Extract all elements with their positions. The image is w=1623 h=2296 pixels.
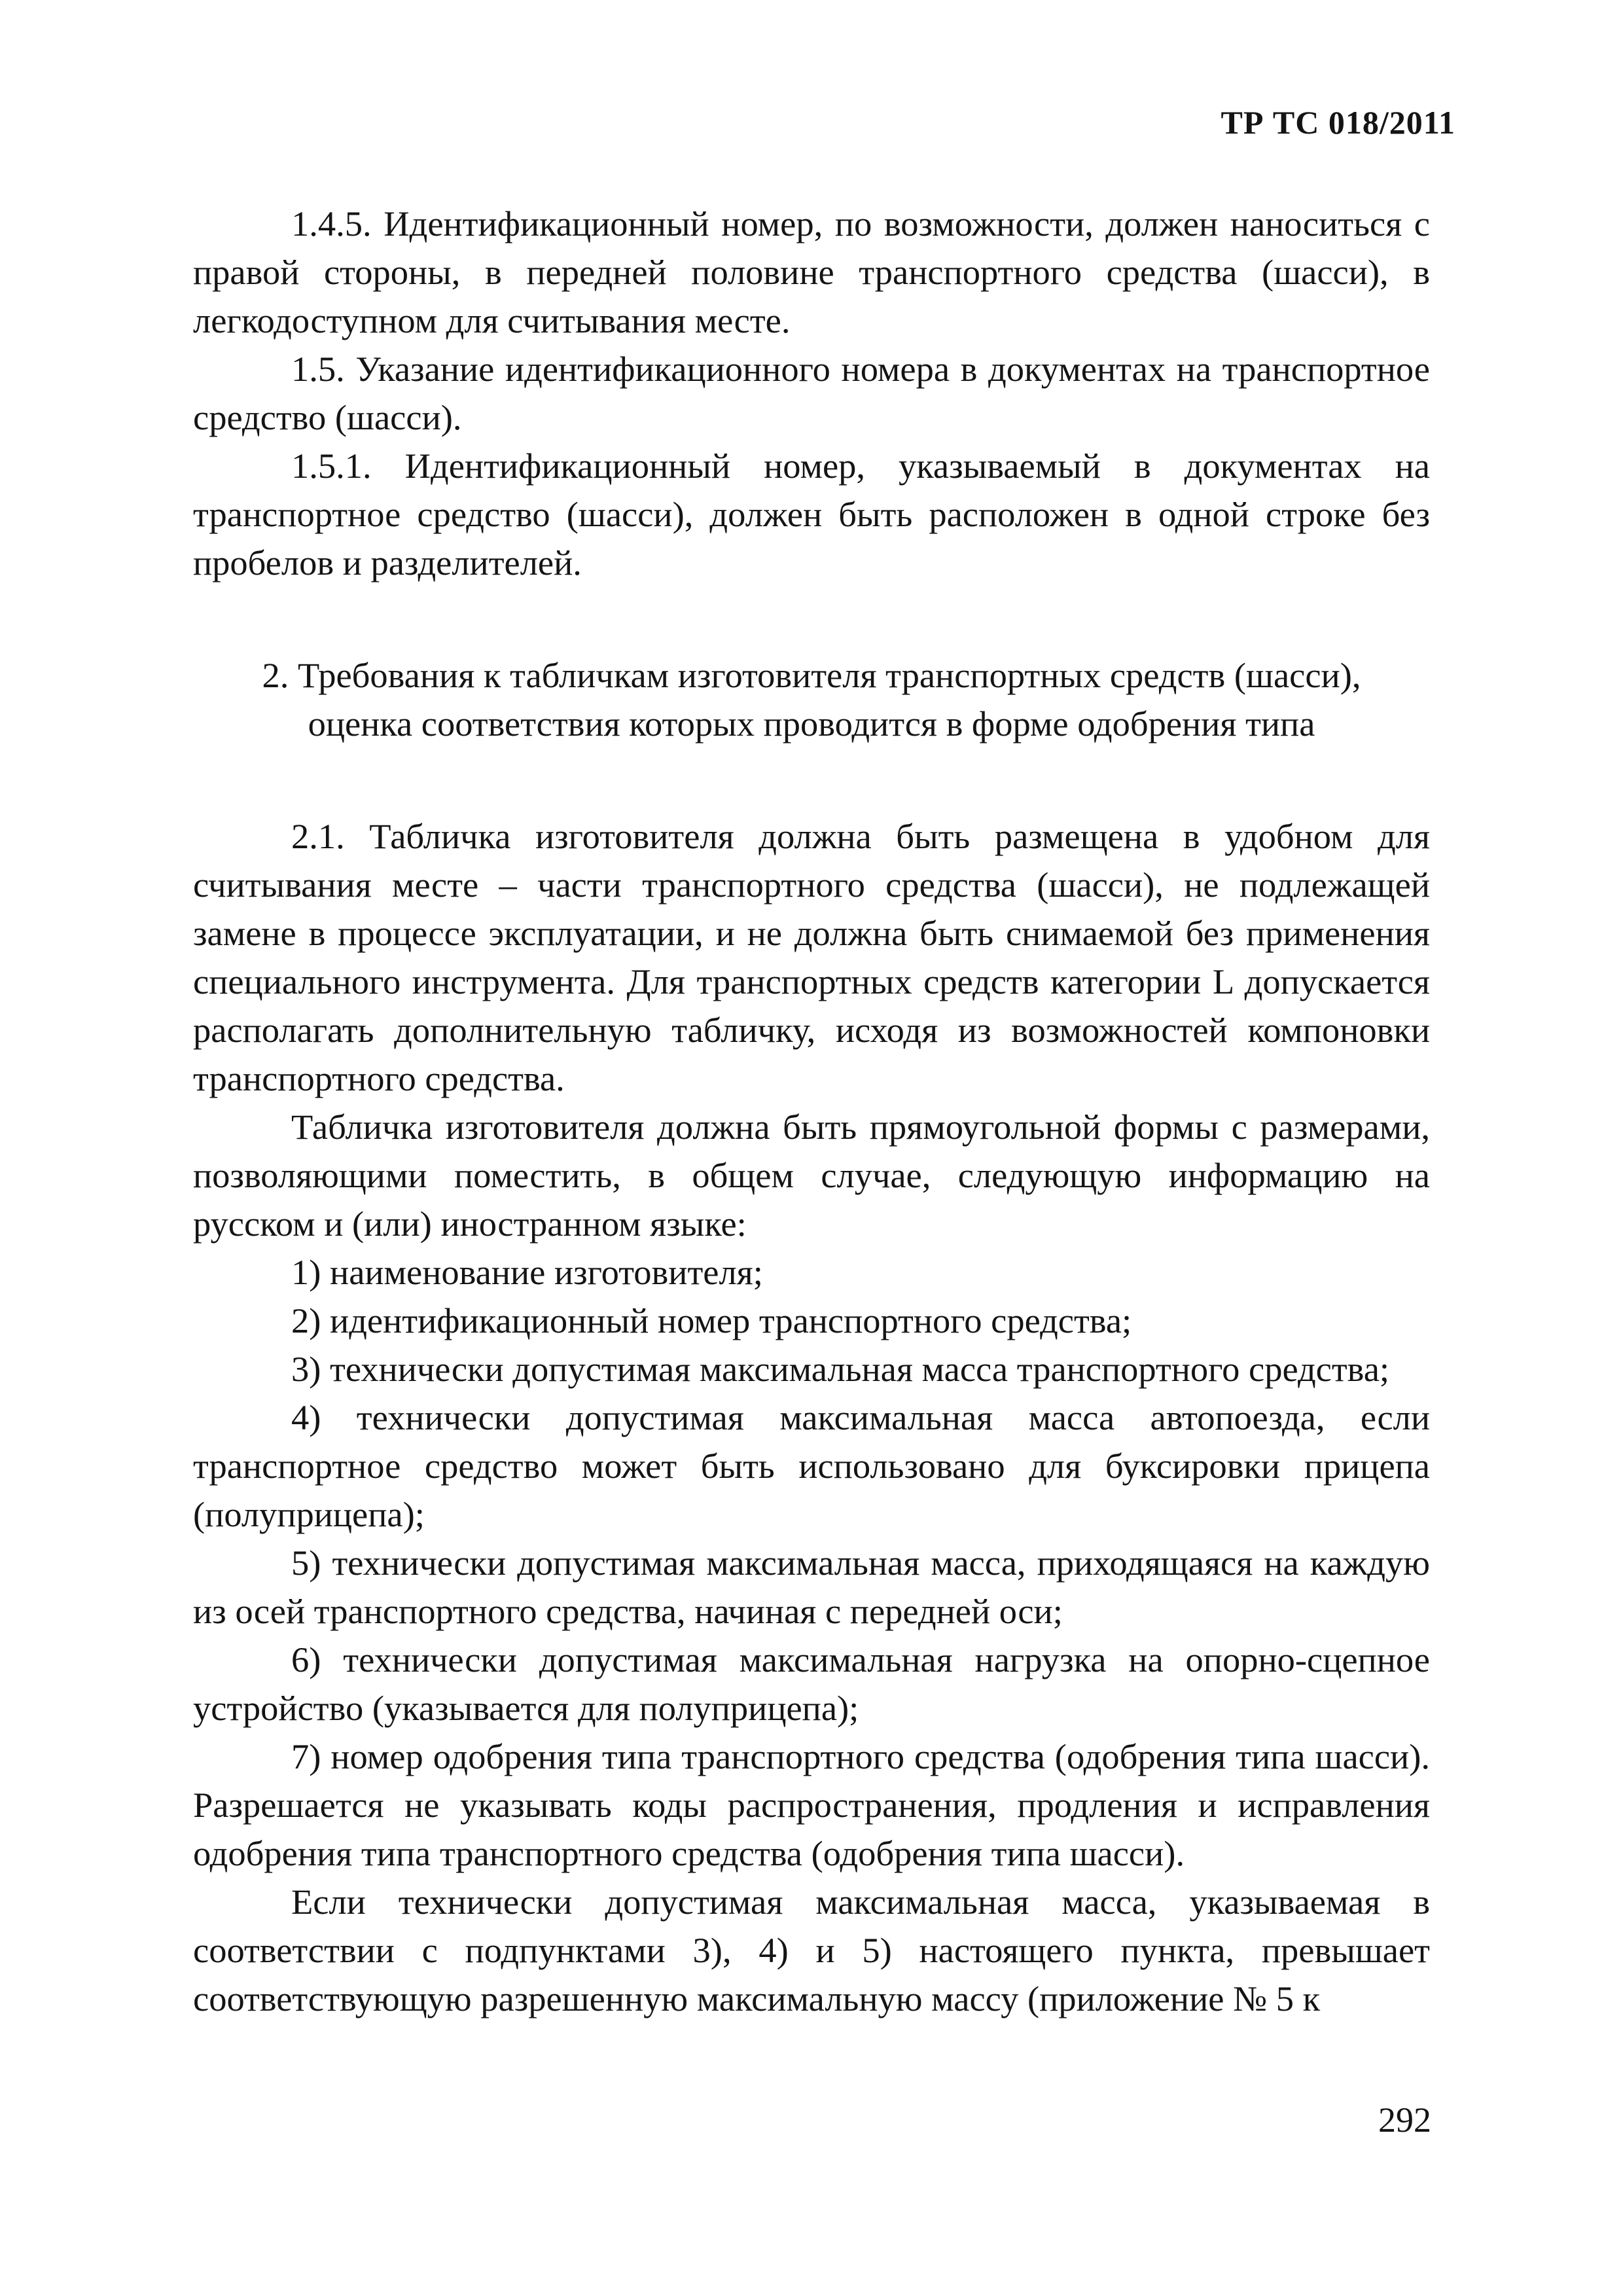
section-heading [193,651,1430,748]
paragraph-2-1: 2.1. Табличка изготовителя должна быть размещена в удобном для считывания месте – части транспортного средства (шасси), не подлежащей замене в процессе эксплуатации, и не должна быть снимаемой без применения специального инструмента. Для транспортных средств категории L допускается располагать дополнительную табличку, исходя из возможностей компоновки транспортного средства. [193,816,1430,1098]
paragraph-1-4-5: 1.4.5. Идентификационный номер, по возможности, должен наноситься с правой стороны, в передней половине транспортного средства (шасси), в легкодоступном для считывания месте. [193,204,1430,340]
paragraph-1-5: 1.5. Указание идентификационного номера в документах на транспортное средство (шасси). [193,349,1430,437]
paragraph-1-5-1: 1.5.1. Идентификационный номер, указываемый в документах на транспортное средство (шасси), должен быть расположен в одной строке без пробелов и разделителей. [193,446,1430,583]
list-item-5: 5) технически допустимая максимальная масса, приходящаяся на каждую из осей транспортного средства, начиная с передней оси; [193,1543,1430,1631]
list-item-4: 4) технически допустимая максимальная масса автопоезда, если транспортное средство может быть использовано для буксировки прицепа (полуприцепа); [193,1397,1430,1534]
list-item-3: 3) технически допустимая максимальная масса транспортного средства; [291,1349,1390,1389]
section-heading-line-2: оценка соответствия которых проводится в форме одобрения типа [308,704,1315,744]
page-number: 292 [1378,2100,1431,2140]
list-item-1: 1) наименование изготовителя; [291,1252,763,1292]
list-item-2: 2) идентификационный номер транспортного средства; [291,1300,1132,1340]
paragraph-mass-note: Если технически допустимая максимальная масса, указываемая в соответствии с подпунктами 3), 4) и 5) настоящего пункта, превышает соответствующую разрешенную максимальную массу (приложение № 5 к [193,1882,1430,2018]
list-item-6: 6) технически допустимая максимальная нагрузка на опорно-сцепное устройство (указывается для полуприцепа); [193,1640,1430,1728]
document-body [193,200,1430,2023]
section-heading-line-1: 2. Требования к табличкам изготовителя транспортных средств (шасси), [262,655,1361,695]
list-item-7: 7) номер одобрения типа транспортного средства (одобрения типа шасси). Разрешается не указывать коды распространения, продления и исправления одобрения типа транспортного средства (одобрения типа шасси). [193,1736,1430,1873]
document-code: ТР ТС 018/2011 [1221,104,1455,141]
paragraph-plate-requirements: Табличка изготовителя должна быть прямоугольной формы с размерами, позволяющими поместить, в общем случае, следующую информацию на русском и (или) иностранном языке: [193,1107,1430,1244]
